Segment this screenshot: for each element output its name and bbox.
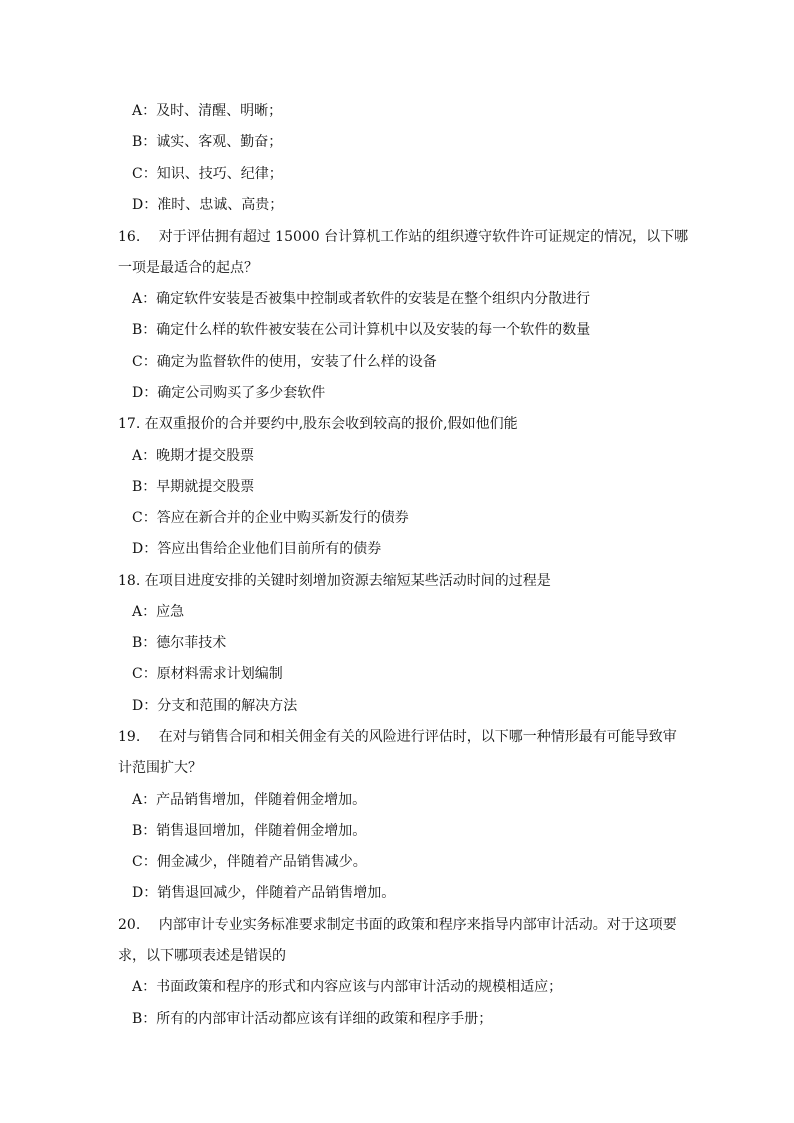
q20-option-b: B：所有的内部审计活动都应该有详细的政策和程序手册； [132,1011,493,1027]
option-b: B：诚实、客观、勤奋； [132,134,283,150]
q17-option-a: A：晚期才提交股票 [132,448,255,464]
q17-option-d: D：答应出售给企业他们目前所有的债券 [132,541,382,557]
q18-option-c: C：原材料需求计划编制 [132,666,283,682]
q20-option-a: A：书面政策和程序的形式和内容应该与内部审计活动的规模相适应； [132,979,563,995]
q16-option-d: D：确定公司购买了多少套软件 [132,385,326,401]
q18-option-b: B：德尔菲技术 [132,635,227,651]
question-19-text-cont: 计范围扩大？ [118,760,202,776]
q16-option-c: C：确定为监督软件的使用，安装了什么样的设备 [132,354,437,370]
q18-option-d: D：分支和范围的解决方法 [132,698,298,714]
option-d: D：准时、忠诚、高贵； [132,197,284,213]
q16-option-a: A：确定软件安装是否被集中控制或者软件的安装是在整个组织内分散进行 [132,291,591,307]
question-20-text: 20. 内部审计专业实务标准要求制定书面的政策和程序来指导内部审计活动。对于这项要 [118,917,677,933]
option-c: C：知识、技巧、纪律； [132,166,283,182]
question-19-text: 19. 在对与销售合同和相关佣金有关的风险进行评估时，以下哪一种情形最有可能导致审 [118,729,677,745]
q19-option-c: C：佣金减少，伴随着产品销售减少。 [132,854,367,870]
question-18-text: 18. 在项目进度安排的关键时刻增加资源去缩短某些活动时间的过程是 [118,573,551,589]
question-20-text-cont: 求，以下哪项表述是错误的 [118,948,286,964]
q19-option-a: A：产品销售增加，伴随着佣金增加。 [132,792,367,808]
q17-option-c: C：答应在新合并的企业中购买新发行的债券 [132,510,409,526]
q18-option-a: A：应急 [132,604,185,620]
question-16-text: 16. 对于评估拥有超过 15000 台计算机工作站的组织遵守软件许可证规定的情况，以下哪 [118,229,689,245]
q17-option-b: B：早期就提交股票 [132,479,255,495]
question-17-text: 17. 在双重报价的合并要约中,股东会收到较高的报价,假如他们能 [118,416,518,432]
q19-option-b: B：销售退回增加，伴随着佣金增加。 [132,823,367,839]
option-a: A：及时、清醒、明晰； [132,103,283,119]
question-16-text-cont: 一项是最适合的起点？ [118,260,258,276]
q19-option-d: D：销售退回减少，伴随着产品销售增加。 [132,885,396,901]
q16-option-b: B：确定什么样的软件被安装在公司计算机中以及安装的每一个软件的数量 [132,322,591,338]
